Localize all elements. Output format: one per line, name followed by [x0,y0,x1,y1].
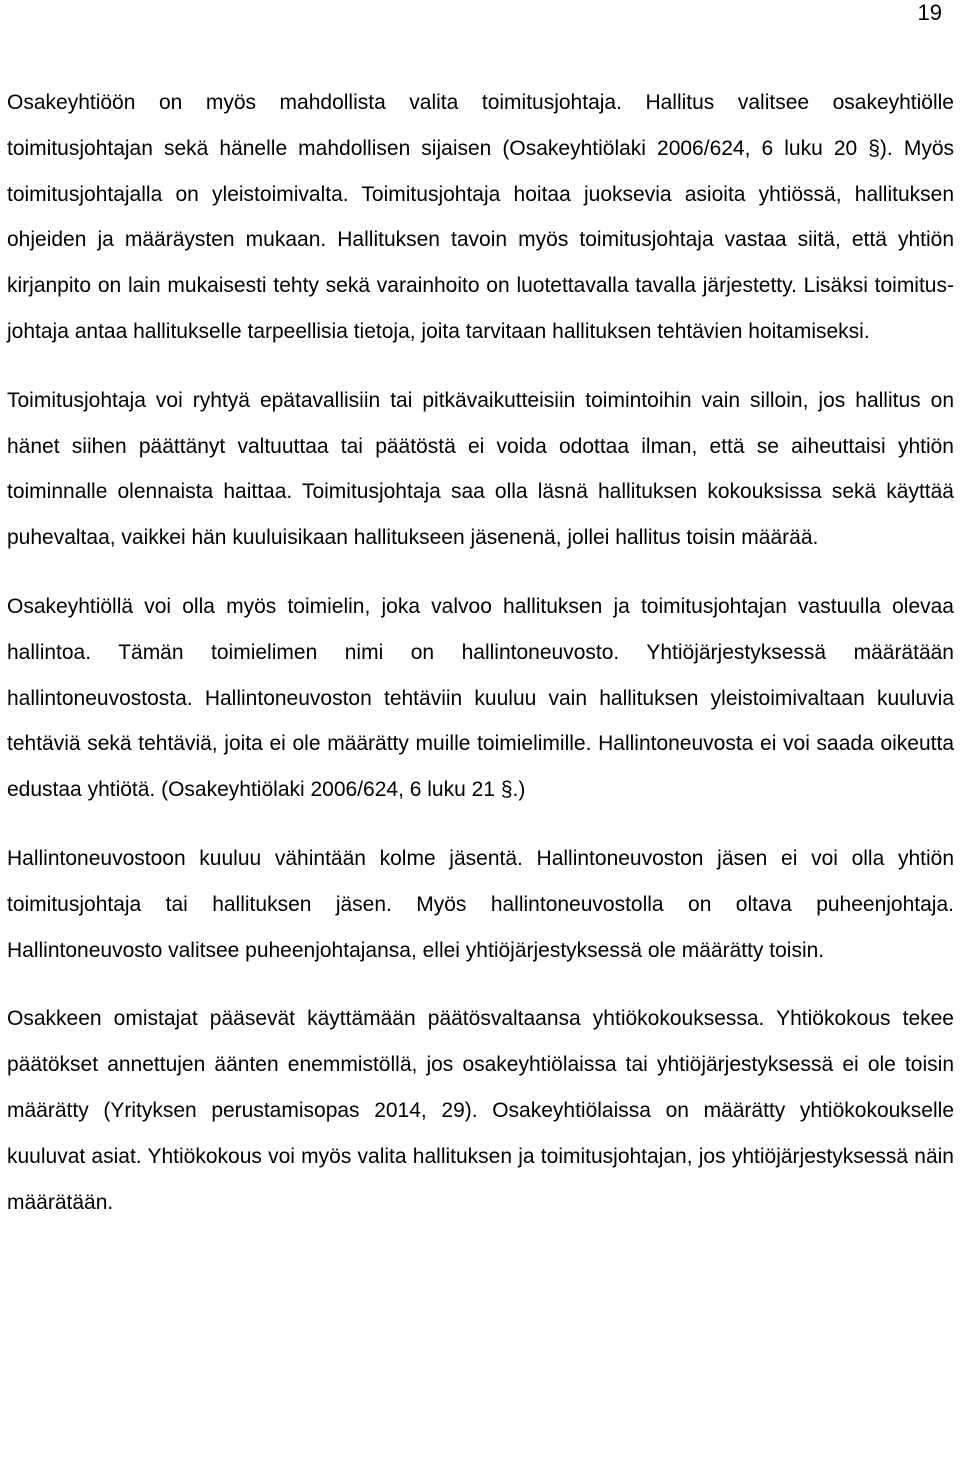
paragraph-supervisory-board: Osakeyhtiöllä voi olla myös toimielin, joka valvoo hallituksen ja toimitusjohtajan vastuulla olevaa hallintoa. Tämän toimielimen nimi on hallintoneuvosto. Yhtiöjärjestyksessä määrätään hallintoneuvostosta. Hallintoneuvoston tehtäviin kuuluu vain hallituksen yleistoimivaltaan kuuluvia tehtäviä sekä tehtäviä, joita ei ole määrätty muille toimielimille. Hallintoneuvosta ei voi saada oikeutta edustaa yhtiötä. (Osakeyhtiölaki 2006/624, 6 luku 21 §.) [7,594,954,802]
page-number: 19 [917,0,942,25]
paragraph-ceo-limits: Toimitusjohtaja voi ryhtyä epätavallisiin tai pitkävaikutteisiin toimintoihin vain silloin, jos hallitus on hänet siihen päättänyt valtuuttaa tai päätöstä ei voida odottaa ilman, että se aiheuttaisi yhtiön toiminnalle olennaista haittaa. Toimitusjohtaja saa olla läsnä hallituksen kokouksissa sekä käyttää puhevaltaa, vaikkei hän kuuluisikaan hallitukseen jäsenenä, jollei hallitus toisin määrää. [7,388,954,550]
document-body [7,80,954,1248]
paragraph-supervisory-members: Hallintoneuvostoon kuuluu vähintään kolme jäsentä. Hallintoneuvoston jäsen ei voi olla yhtiön toimitusjohtaja tai hallituksen jäsen. Myös hallintoneuvostolla on oltava puheenjohtaja. Hallintoneuvosto valitsee puheenjohtajansa, ellei yhtiöjärjestyksessä ole määrätty toisin. [7,846,954,962]
paragraph-general-meeting: Osakkeen omistajat pääsevät käyttämään päätösvaltaansa yhtiökokouksessa. Yhtiökokous tekee päätökset annettujen äänten enemmistöllä, jos osakeyhtiölaissa tai yhtiöjärjestyksessä ei ole toisin määrätty (Yrityksen perustamisopas 2014, 29). Osakeyhtiölaissa on määrätty yhtiökokoukselle kuuluvat asiat. Yhtiökokous voi myös valita hallituksen ja toimitusjohtajan, jos yhtiöjärjestyksessä näin määrätään. [7,1007,954,1214]
paragraph-ceo-role: Osakeyhtiöön on myös mahdollista valita toimitusjohtaja. Hallitus valitsee osakeyhtiölle toimitusjohtajan sekä hänelle mahdollisen sijaisen (Osakeyhtiölaki 2006/624, 6 luku 20 §). Myös toimitusjohtajalla on yleistoimivalta. Toimitusjohtaja hoitaa juoksevia asioita yhtiössä, hallituksen ohjeiden ja määräysten mukaan. Hallituksen tavoin myös toimitusjohtaja vastaa siitä, että yhtiön kirjanpito on lain mukaisesti tehty sekä varainhoito on luotettavalla tavalla järjestetty. Lisäksi toimitusjohtaja antaa hallitukselle tarpeellisia tietoja, joita tarvitaan hallituksen tehtävien hoitamiseksi. [7,91,954,343]
